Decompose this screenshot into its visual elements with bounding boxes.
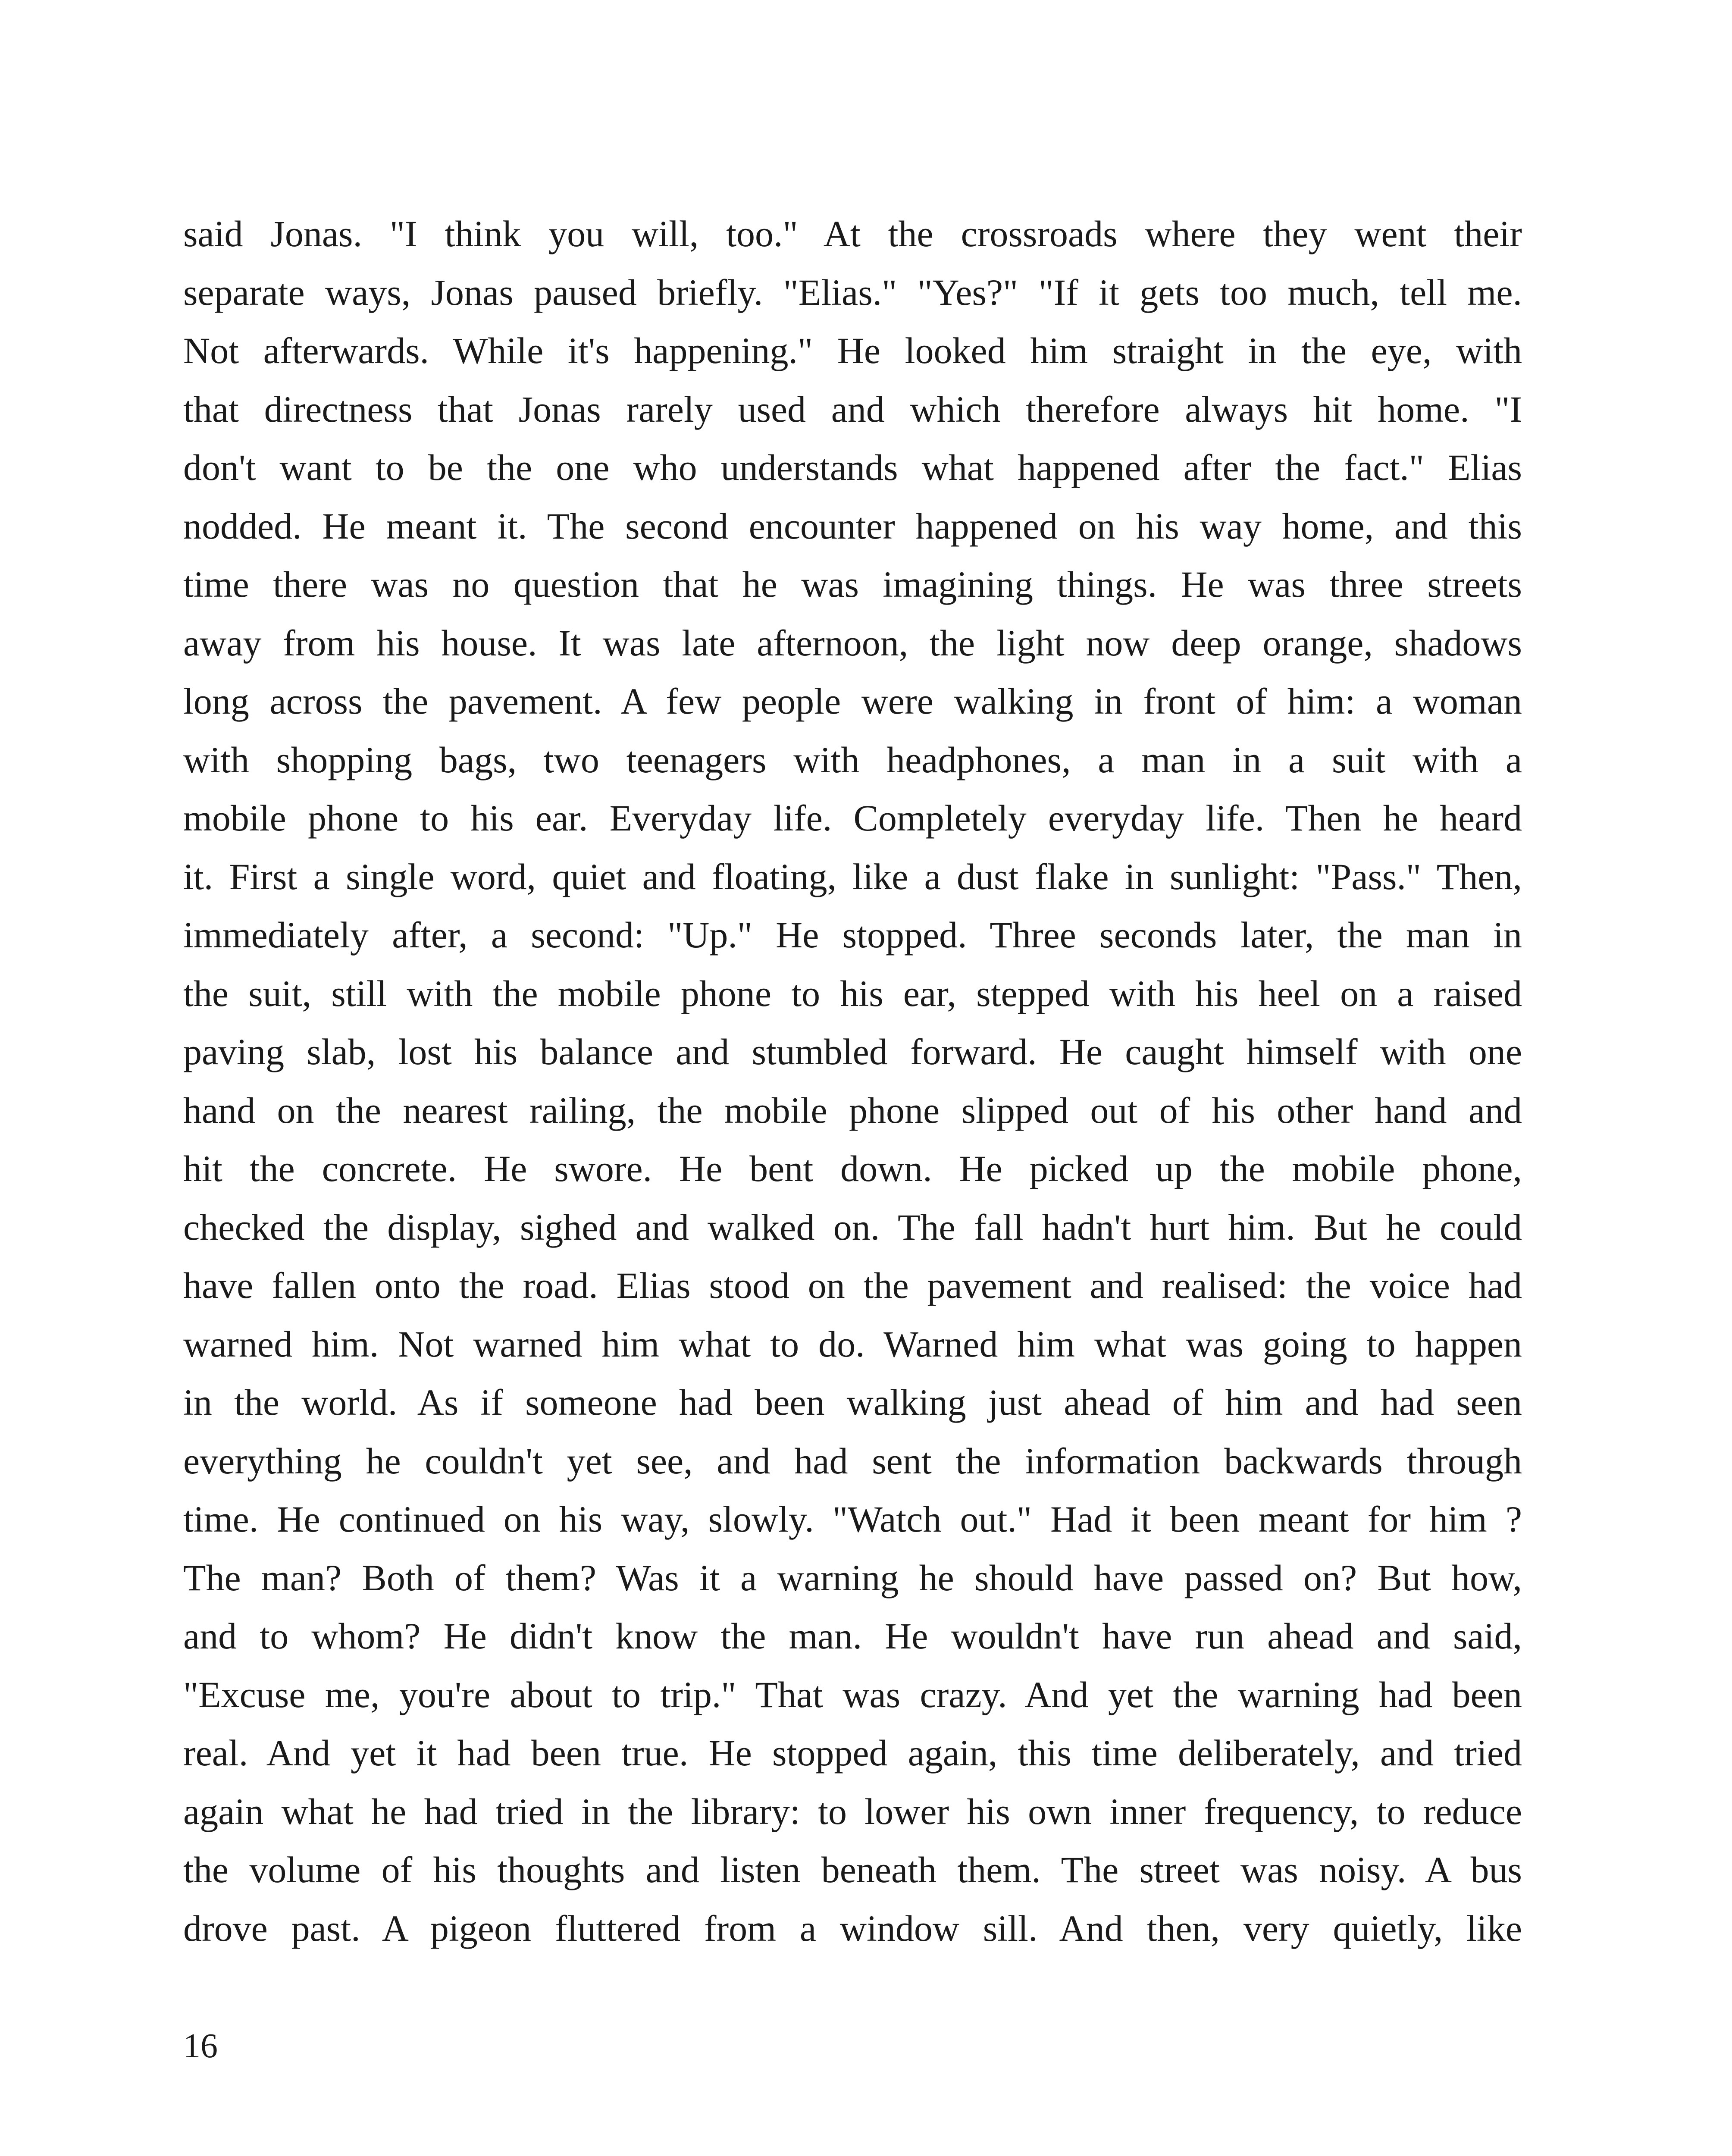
text-line: the suit, still with the mobile phone to his ear, stepped with his heel on a raised (183, 972, 1522, 1014)
text-line: warned him. Not warned him what to do. Warned him what was going to happen (183, 1323, 1522, 1365)
text-line: hand on the nearest railing, the mobile phone slipped out of his other hand and (183, 1089, 1522, 1131)
text-line: with shopping bags, two teenagers with headphones, a man in a suit with a (183, 739, 1522, 780)
text-line: and to whom? He didn't know the man. He wouldn't have run ahead and said, (183, 1615, 1522, 1657)
text-line: checked the display, sighed and walked on. The fall hadn't hurt him. But he could (183, 1206, 1522, 1248)
text-line: long across the pavement. A few people were walking in front of him: a woman (183, 680, 1522, 722)
text-line: real. And yet it had been true. He stopped again, this time deliberately, and tried (183, 1732, 1522, 1774)
text-line: immediately after, a second: "Up." He stopped. Three seconds later, the man in (183, 914, 1522, 956)
text-line: away from his house. It was late afternoon, the light now deep orange, shadows (183, 622, 1522, 664)
text-line: nodded. He meant it. The second encounter happened on his way home, and this (183, 505, 1522, 547)
text-line: it. First a single word, quiet and floating, like a dust flake in sunlight: "Pass." Then, (183, 856, 1522, 897)
text-line: drove past. A pigeon fluttered from a window sill. And then, very quietly, like (183, 1907, 1522, 1949)
text-line: mobile phone to his ear. Everyday life. Completely everyday life. Then he heard (183, 797, 1522, 839)
text-line: everything he couldn't yet see, and had sent the information backwards through (183, 1440, 1522, 1482)
text-line: time there was no question that he was imagining things. He was three streets (183, 564, 1522, 605)
text-line: have fallen onto the road. Elias stood on the pavement and realised: the voice had (183, 1265, 1522, 1306)
text-line: separate ways, Jonas paused briefly. "Elias." "Yes?" "If it gets too much, tell me. (183, 271, 1522, 313)
text-line: in the world. As if someone had been walking just ahead of him and had seen (183, 1382, 1522, 1423)
text-line: hit the concrete. He swore. He bent down. He picked up the mobile phone, (183, 1148, 1522, 1189)
text-line: The man? Both of them? Was it a warning he should have passed on? But how, (183, 1557, 1522, 1598)
text-line: that directness that Jonas rarely used and which therefore always hit home. "I (183, 388, 1522, 430)
text-line: time. He continued on his way, slowly. "Watch out." Had it been meant for him ? (183, 1498, 1522, 1540)
body-text (183, 205, 1522, 1958)
text-line: Not afterwards. While it's happening." He looked him straight in the eye, with (183, 330, 1522, 371)
text-line: "Excuse me, you're about to trip." That was crazy. And yet the warning had been (183, 1673, 1522, 1715)
text-line: said Jonas. "I think you will, too." At the crossroads where they went their (183, 213, 1522, 254)
text-line: don't want to be the one who understands what happened after the fact." Elias (183, 447, 1522, 488)
page-number: 16 (183, 2027, 218, 2065)
text-line: again what he had tried in the library: to lower his own inner frequency, to reduce (183, 1790, 1522, 1832)
text-line: paving slab, lost his balance and stumbled forward. He caught himself with one (183, 1031, 1522, 1072)
text-line: the volume of his thoughts and listen beneath them. The street was noisy. A bus (183, 1849, 1522, 1890)
